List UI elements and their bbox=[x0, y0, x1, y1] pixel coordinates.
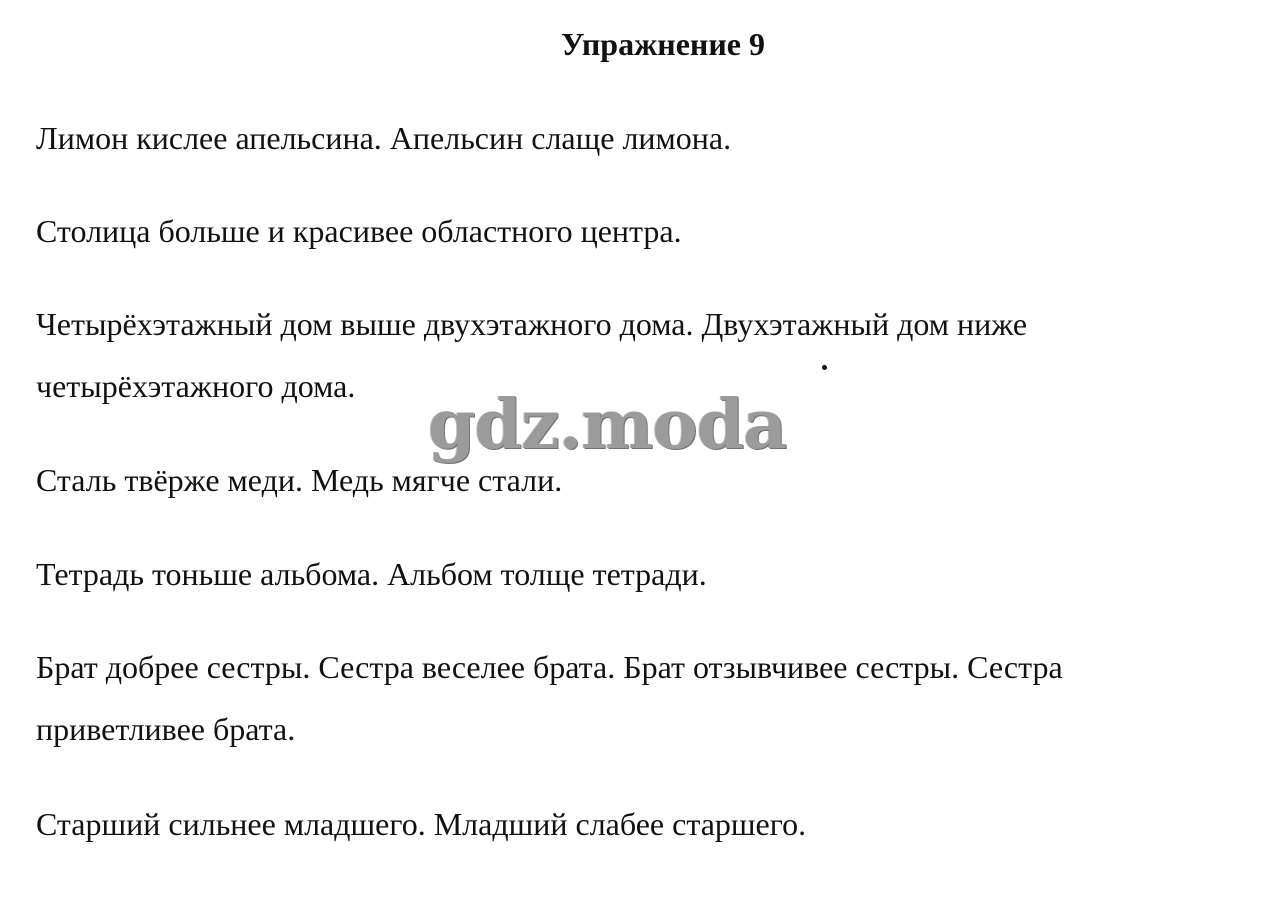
stray-dot-mark bbox=[822, 365, 827, 370]
text-line-7: Брат добрее сестры. Сестра веселее брата. Брат отзывчивее сестры. Сестра bbox=[36, 649, 1063, 685]
text-line-6: Тетрадь тоньше альбома. Альбом толще тетради. bbox=[36, 556, 707, 592]
exercise-title: Упражнение 9 bbox=[560, 26, 765, 62]
text-line-4: четырёхэтажного дома. bbox=[36, 368, 356, 404]
text-line-1: Лимон кислее апельсина. Апельсин слаще лимона. bbox=[36, 120, 732, 156]
text-line-5: Сталь твёрже меди. Медь мягче стали. bbox=[36, 462, 563, 498]
text-line-3: Четырёхэтажный дом выше двухэтажного дома. Двухэтажный дом ниже bbox=[36, 306, 1028, 342]
watermark-logo: gdz.moda bbox=[428, 385, 787, 465]
text-line-8: приветливее брата. bbox=[36, 711, 296, 747]
text-line-9: Старший сильнее младшего. Младший слабее старшего. bbox=[36, 806, 807, 842]
text-line-2: Столица больше и красивее областного центра. bbox=[36, 213, 682, 249]
